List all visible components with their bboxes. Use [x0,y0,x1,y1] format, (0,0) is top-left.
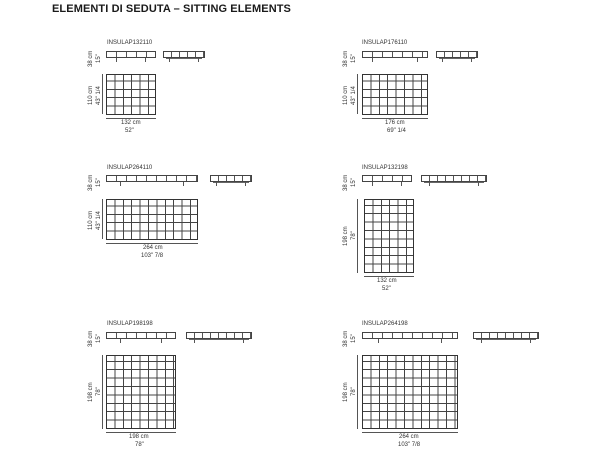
depth-in-label: 78" [351,231,357,240]
top-view-grid [362,74,428,115]
element-code: INSULAP132198 [362,165,408,171]
depth-dimension-line [357,355,358,429]
top-view-grid [106,199,198,240]
width-dimension-line [106,118,156,119]
width-cm-label: 176 cm [385,120,405,126]
height-cm-label: 38 cm [343,50,349,67]
width-in-label: 52" [125,128,134,134]
element-code: INSULAP264110 [107,165,153,171]
width-dimension-line [364,276,414,277]
front-view-drawing [362,332,458,346]
depth-cm-label: 198 cm [343,226,349,246]
width-cm-label: 132 cm [121,120,141,126]
depth-dimension-line [102,355,103,429]
depth-cm-label: 110 cm [88,210,94,230]
depth-in-label: 43" 1/4 [96,86,102,105]
width-dimension-line [362,118,428,119]
width-in-label: 52" [382,286,391,292]
height-cm-label: 38 cm [88,50,94,67]
side-view-drawing [210,175,252,189]
depth-in-label: 78" [351,387,357,396]
top-view-grid [106,355,176,429]
depth-cm-label: 198 cm [343,382,349,402]
width-in-label: 103" 7/8 [398,442,421,448]
front-view-drawing [106,332,176,346]
side-view-drawing [473,332,539,346]
height-in-label: 15" [96,178,102,187]
side-view-drawing [186,332,252,346]
front-view-drawing [362,51,428,65]
depth-in-label: 43" 1/4 [96,211,102,230]
height-cm-label: 38 cm [88,174,94,191]
width-cm-label: 264 cm [399,434,419,440]
side-view-drawing [421,175,487,189]
height-in-label: 15" [351,334,357,343]
height-in-label: 15" [351,178,357,187]
side-view-drawing [436,51,478,65]
depth-cm-label: 110 cm [88,85,94,105]
width-dimension-line [106,243,198,244]
height-in-label: 15" [96,54,102,63]
front-view-drawing [106,51,156,65]
width-in-label: 103" 7/8 [141,253,164,259]
depth-dimension-line [357,74,358,114]
page-title: ELEMENTI DI SEDUTA – SITTING ELEMENTS [52,3,291,15]
height-cm-label: 38 cm [343,330,349,347]
width-cm-label: 264 cm [143,245,163,251]
depth-in-label: 78" [96,387,102,396]
element-code: INSULAP176110 [362,40,408,46]
depth-cm-label: 110 cm [343,85,349,105]
height-in-label: 15" [351,54,357,63]
width-in-label: 69" 1/4 [387,128,406,134]
depth-dimension-line [357,199,358,273]
front-view-drawing [362,175,412,189]
width-dimension-line [106,432,176,433]
element-code: INSULAP264198 [362,321,408,327]
top-view-grid [106,74,156,115]
depth-cm-label: 198 cm [88,382,94,402]
top-view-grid [362,355,458,429]
element-code: INSULAP132110 [107,40,153,46]
top-view-grid [364,199,414,273]
width-dimension-line [362,432,458,433]
height-in-label: 15" [96,334,102,343]
element-code: INSULAP198198 [107,321,153,327]
width-cm-label: 198 cm [129,434,149,440]
side-view-drawing [163,51,205,65]
height-cm-label: 38 cm [343,174,349,191]
depth-dimension-line [102,74,103,114]
width-in-label: 78" [135,442,144,448]
depth-dimension-line [102,199,103,239]
width-cm-label: 132 cm [377,278,397,284]
front-view-drawing [106,175,198,189]
depth-in-label: 43" 1/4 [351,86,357,105]
height-cm-label: 38 cm [88,330,94,347]
